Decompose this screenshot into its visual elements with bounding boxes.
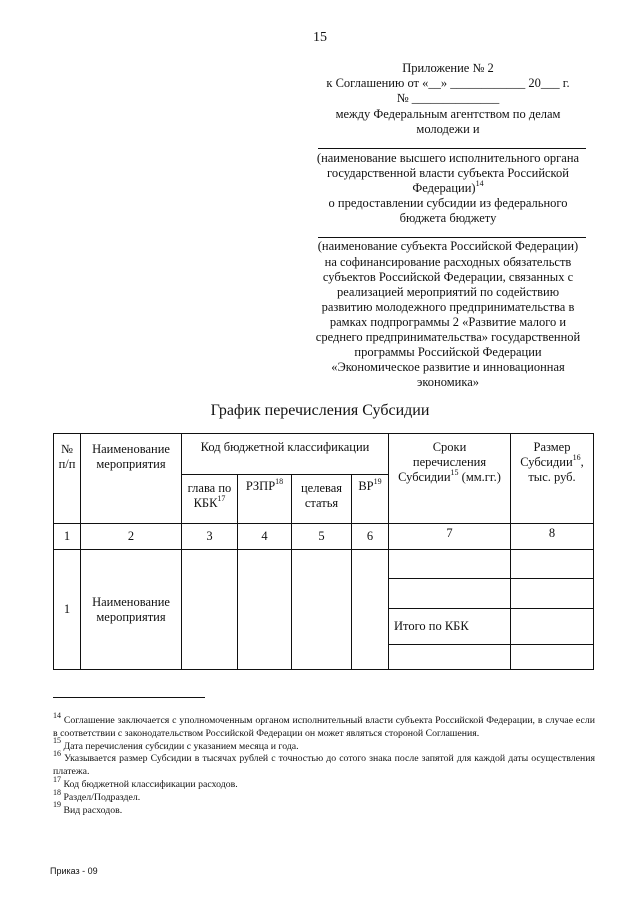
purpose-text: экономика» xyxy=(416,375,480,389)
field-caption: Федерации)$^{14}$ xyxy=(412,178,484,195)
header-target-article: целевая статья xyxy=(292,475,352,524)
row-number: 1 xyxy=(54,550,81,670)
column-number: 7 xyxy=(389,524,511,550)
agreement-number-line: № ______________ xyxy=(396,91,500,105)
footnote: $^{14}$ Соглашение заключается с уполномоченным органом исполнительный власти субъекта Российской Федерации, в случае если в соответствии с законодательством Российской Федерации он может являться стороной Соглашения. xyxy=(53,710,595,739)
purpose-text: «Экономическое развитие и инновационная xyxy=(331,360,565,374)
cell-kbk-chapter xyxy=(182,550,238,670)
footnote: $^{19}$ Вид расходов. xyxy=(53,800,123,816)
column-number: 6 xyxy=(352,524,389,550)
cell-vr xyxy=(352,550,389,670)
header-transfer-terms: Сроки перечисления Субсидии$^{15}$ (мм.гг.) xyxy=(389,434,511,524)
purpose-text: реализацией мероприятий по содействию xyxy=(336,285,560,299)
blank-line xyxy=(318,148,586,149)
footnote-ref: 19 xyxy=(373,476,382,486)
footnote-ref: 17 xyxy=(217,493,226,503)
cell-amount xyxy=(511,579,594,609)
footnote-ref: 15 xyxy=(450,467,459,477)
footnote: $^{18}$ Раздел/Подраздел. xyxy=(53,787,141,803)
header-budget-code: Код бюджетной классификации xyxy=(182,434,389,475)
row-name: Наименование мероприятия xyxy=(81,550,182,670)
header-vr: ВР$^{19}$ xyxy=(352,475,389,524)
column-number: 3 xyxy=(182,524,238,550)
field-caption: (наименование субъекта Российской Федерации) xyxy=(317,239,579,253)
order-label: Приказ - 09 xyxy=(50,866,98,876)
header-subsidy-size: Размер Субсидии$^{16}$, тыс. руб. xyxy=(511,434,594,524)
blank-line xyxy=(318,237,586,238)
column-number: 8 xyxy=(511,524,594,550)
cell-amount xyxy=(511,645,594,670)
header-rzpr: РЗПР$^{18}$ xyxy=(238,475,292,524)
purpose-text: субъектов Российской Федерации, связанных с xyxy=(322,270,574,284)
footnote: $^{16}$ Указывается размер Субсидии в тысячах рублей с точностью до сотого знака после запятой для каждой даты осуществления платежа. xyxy=(53,749,595,778)
purpose-text: рамках подпрограммы 2 «Развитие малого и xyxy=(329,315,567,329)
payment-schedule-table xyxy=(53,433,594,670)
footnotes xyxy=(53,710,595,817)
column-number: 2 xyxy=(81,524,182,550)
purpose-text: на софинансирование расходных обязательств xyxy=(324,255,572,269)
footnote-separator xyxy=(53,697,205,698)
column-number: 1 xyxy=(54,524,81,550)
parties-line: молодежи и xyxy=(416,122,480,136)
cell-date xyxy=(389,550,511,579)
cell-target-article xyxy=(292,550,352,670)
header-number: № п/п xyxy=(54,434,81,524)
cell-date xyxy=(389,645,511,670)
footnote-ref: 14 xyxy=(475,178,484,188)
subject-line: о предоставлении субсидии из федерального xyxy=(328,196,568,210)
footnote: $^{17}$ Код бюджетной классификации расходов. xyxy=(53,774,238,790)
column-number: 4 xyxy=(238,524,292,550)
parties-line: между Федеральным агентством по делам xyxy=(335,107,561,121)
purpose-text: развитию молодежного предпринимательства в xyxy=(321,300,575,314)
column-number: 5 xyxy=(292,524,352,550)
agreement-date-line: к Соглашению от «__» ____________ 20___ г. xyxy=(326,76,570,90)
cell-rzpr xyxy=(238,550,292,670)
subject-line: бюджета бюджету xyxy=(399,211,497,225)
footnote-ref: 16 xyxy=(572,452,581,462)
cell-total-amount xyxy=(511,609,594,645)
page-number: 15 xyxy=(313,30,327,45)
footnote: $^{15}$ Дата перечисления субсидии с указанием месяца и года. xyxy=(53,736,299,752)
cell-date xyxy=(389,579,511,609)
purpose-text: программы Российской Федерации xyxy=(354,345,542,359)
footnote-ref: 18 xyxy=(275,476,284,486)
total-label: Итого по КБК xyxy=(389,609,511,645)
appendix-title: Приложение № 2 xyxy=(402,61,494,75)
header-kbk-chapter: глава по КБК$^{17}$ xyxy=(182,475,238,524)
table-title: График перечисления Субсидии xyxy=(210,402,430,419)
field-caption: (наименование высшего исполнительного органа xyxy=(316,151,580,165)
purpose-text: среднего предпринимательства» государственной xyxy=(315,330,581,344)
cell-amount xyxy=(511,550,594,579)
field-caption: государственной власти субъекта Российской xyxy=(327,166,569,180)
header-name: Наименование мероприятия xyxy=(81,434,182,524)
